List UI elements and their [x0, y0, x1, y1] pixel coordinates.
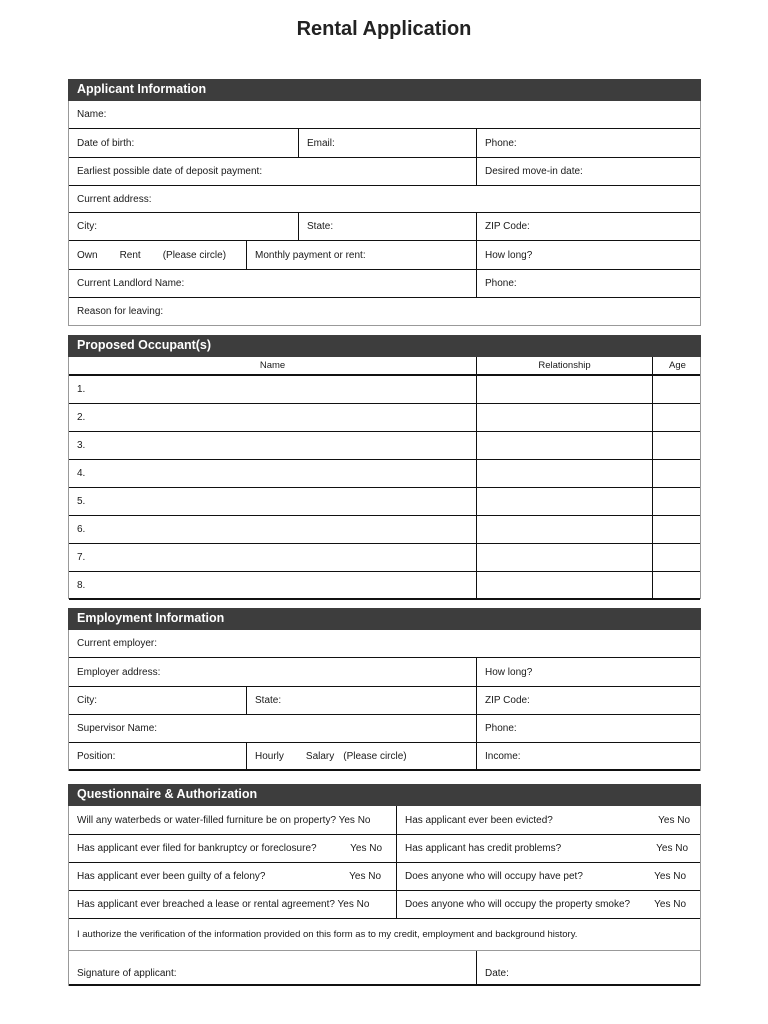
question-felony[interactable]: [69, 863, 396, 890]
authorization-statement: I authorize the verification of the information provided on this form as to my credit, employment and background history.: [77, 929, 578, 940]
applicant-section-heading: Applicant Information: [68, 79, 701, 101]
occupant-name-field[interactable]: 8.: [77, 579, 86, 591]
question-credit-problems[interactable]: [396, 835, 702, 862]
page-title: Rental Application: [296, 18, 472, 40]
employment-row-position: [69, 743, 700, 771]
employment-section-heading: Employment Information: [68, 608, 701, 630]
occupant-name-field[interactable]: 2.: [77, 412, 86, 423]
occupant-name-field[interactable]: 3.: [77, 440, 86, 451]
applicant-info-grid: [68, 101, 701, 326]
occupant-relationship-field[interactable]: [476, 432, 652, 459]
applicant-row-dob: [69, 129, 700, 158]
occupant-age-field[interactable]: [652, 572, 702, 598]
own-rent-field[interactable]: [69, 241, 246, 269]
applicant-row-landlord: [69, 270, 700, 298]
applicant-row-city: [69, 213, 700, 241]
occupant-age-field[interactable]: [652, 488, 702, 515]
bankruptcy-yes-no[interactable]: Yes No: [350, 843, 382, 854]
circle-instruction: (Please circle): [162, 249, 227, 261]
occupant-row: [69, 488, 700, 516]
monthly-payment-field[interactable]: Monthly payment or rent:: [246, 241, 476, 269]
income-field[interactable]: Income:: [476, 743, 702, 769]
occupant-relationship-field[interactable]: [476, 376, 652, 403]
column-header-relationship: Relationship: [476, 357, 652, 374]
hourly-option[interactable]: Hourly: [255, 750, 284, 762]
salary-option[interactable]: Salary: [305, 750, 335, 762]
employment-info-grid: [68, 630, 701, 771]
column-header-age: Age: [652, 357, 702, 374]
column-header-name: Name: [259, 360, 286, 371]
rent-option[interactable]: Rent: [119, 249, 141, 261]
supervisor-name-field[interactable]: Supervisor Name:: [77, 723, 158, 734]
occupant-name-field[interactable]: 6.: [77, 524, 86, 535]
occupant-relationship-field[interactable]: [476, 544, 652, 571]
phone-field[interactable]: Phone:: [476, 129, 702, 157]
occupant-row: [69, 376, 700, 404]
occupant-relationship-field[interactable]: [476, 572, 652, 598]
occupants-table: [68, 357, 701, 599]
question-pet-text: Does anyone who will occupy have pet?: [405, 871, 583, 882]
question-row-1: [69, 806, 700, 835]
supervisor-phone-field[interactable]: Phone:: [476, 715, 702, 742]
reason-for-leaving-field[interactable]: Reason for leaving:: [77, 306, 164, 317]
employer-city-field[interactable]: City:: [77, 695, 97, 706]
occupant-row: [69, 460, 700, 488]
evicted-yes-no[interactable]: Yes No: [658, 814, 690, 826]
employment-row-address: [69, 658, 700, 687]
state-field[interactable]: State:: [298, 213, 476, 240]
landlord-phone-field[interactable]: Phone:: [476, 270, 702, 297]
occupant-name-field[interactable]: 5.: [77, 496, 86, 507]
credit-yes-no[interactable]: Yes No: [656, 843, 688, 854]
occupant-age-field[interactable]: [652, 544, 702, 571]
occupant-relationship-field[interactable]: [476, 404, 652, 431]
occupant-relationship-field[interactable]: [476, 460, 652, 487]
occupant-name-field[interactable]: 1.: [77, 384, 86, 395]
applicant-row-deposit: [69, 158, 700, 186]
occupant-relationship-field[interactable]: [476, 488, 652, 515]
occupant-age-field[interactable]: [652, 516, 702, 543]
employment-row-supervisor: [69, 715, 700, 743]
applicant-row-reason: [69, 298, 700, 326]
occupants-header-row: [69, 357, 700, 376]
signature-row: [69, 951, 700, 986]
how-long-field[interactable]: How long?: [476, 241, 702, 269]
city-field[interactable]: City:: [77, 221, 97, 232]
occupant-age-field[interactable]: [652, 432, 702, 459]
applicant-row-address: [69, 186, 700, 213]
move-in-date-field[interactable]: Desired move-in date:: [476, 158, 702, 185]
pay-circle-instruction: (Please circle): [343, 750, 407, 762]
questionnaire-section-heading: Questionnaire & Authorization: [68, 784, 701, 806]
question-row-4: [69, 891, 700, 919]
name-field[interactable]: Name:: [77, 109, 107, 120]
question-felony-text: Has applicant ever been guilty of a felony?: [77, 871, 266, 882]
question-evicted-text: Has applicant ever been evicted?: [405, 814, 553, 826]
employer-zip-field[interactable]: ZIP Code:: [476, 687, 702, 714]
dob-field[interactable]: Date of birth:: [77, 137, 135, 149]
deposit-date-field[interactable]: Earliest possible date of deposit payment:: [77, 166, 263, 177]
employment-row-city: [69, 687, 700, 715]
applicant-row-name: [69, 101, 700, 129]
employment-how-long-field[interactable]: How long?: [476, 658, 702, 686]
position-field[interactable]: Position:: [77, 750, 116, 762]
question-row-3: [69, 863, 700, 891]
question-bankruptcy[interactable]: [69, 835, 396, 862]
occupant-row: [69, 516, 700, 544]
question-waterbeds[interactable]: Will any waterbeds or water-filled furniture be on property? Yes No: [77, 814, 371, 826]
occupant-age-field[interactable]: [652, 404, 702, 431]
pet-yes-no[interactable]: Yes No: [654, 871, 686, 882]
current-address-field[interactable]: Current address:: [77, 193, 152, 205]
employer-state-field[interactable]: State:: [246, 687, 476, 714]
occupant-row: [69, 544, 700, 572]
authorization-row: [69, 919, 700, 951]
occupant-name-field[interactable]: 4.: [77, 468, 86, 479]
question-evicted[interactable]: [396, 806, 702, 834]
current-employer-field[interactable]: Current employer:: [77, 638, 158, 649]
felony-yes-no[interactable]: Yes No: [349, 871, 381, 882]
questionnaire-grid: [68, 806, 701, 986]
question-smoke-text: Does anyone who will occupy the property smoke?: [405, 899, 631, 910]
occupant-name-field[interactable]: 7.: [77, 552, 86, 563]
occupant-relationship-field[interactable]: [476, 516, 652, 543]
question-credit-text: Has applicant has credit problems?: [405, 843, 562, 854]
signature-field[interactable]: Signature of applicant:: [77, 968, 177, 979]
smoke-yes-no[interactable]: Yes No: [654, 899, 686, 910]
employment-row-employer: [69, 630, 700, 658]
question-row-2: [69, 835, 700, 863]
zip-field[interactable]: ZIP Code:: [476, 213, 702, 240]
question-breached-lease[interactable]: Has applicant ever breached a lease or rental agreement? Yes No: [77, 899, 370, 910]
pay-type-field[interactable]: [246, 743, 476, 769]
occupant-age-field[interactable]: [652, 460, 702, 487]
occupant-row: [69, 572, 700, 600]
question-smoke[interactable]: [396, 891, 702, 918]
landlord-name-field[interactable]: Current Landlord Name:: [77, 278, 185, 289]
occupants-section-heading: Proposed Occupant(s): [68, 335, 701, 357]
question-pet[interactable]: [396, 863, 702, 890]
applicant-row-own-rent: [69, 241, 700, 270]
question-bankruptcy-text: Has applicant ever filed for bankruptcy or foreclosure?: [77, 843, 317, 854]
occupant-age-field[interactable]: [652, 376, 702, 403]
email-field[interactable]: Email:: [298, 129, 476, 157]
signature-date-field[interactable]: Date:: [476, 951, 702, 984]
employer-address-field[interactable]: Employer address:: [77, 666, 161, 678]
occupant-row: [69, 404, 700, 432]
own-option[interactable]: Own: [77, 249, 98, 261]
occupant-row: [69, 432, 700, 460]
